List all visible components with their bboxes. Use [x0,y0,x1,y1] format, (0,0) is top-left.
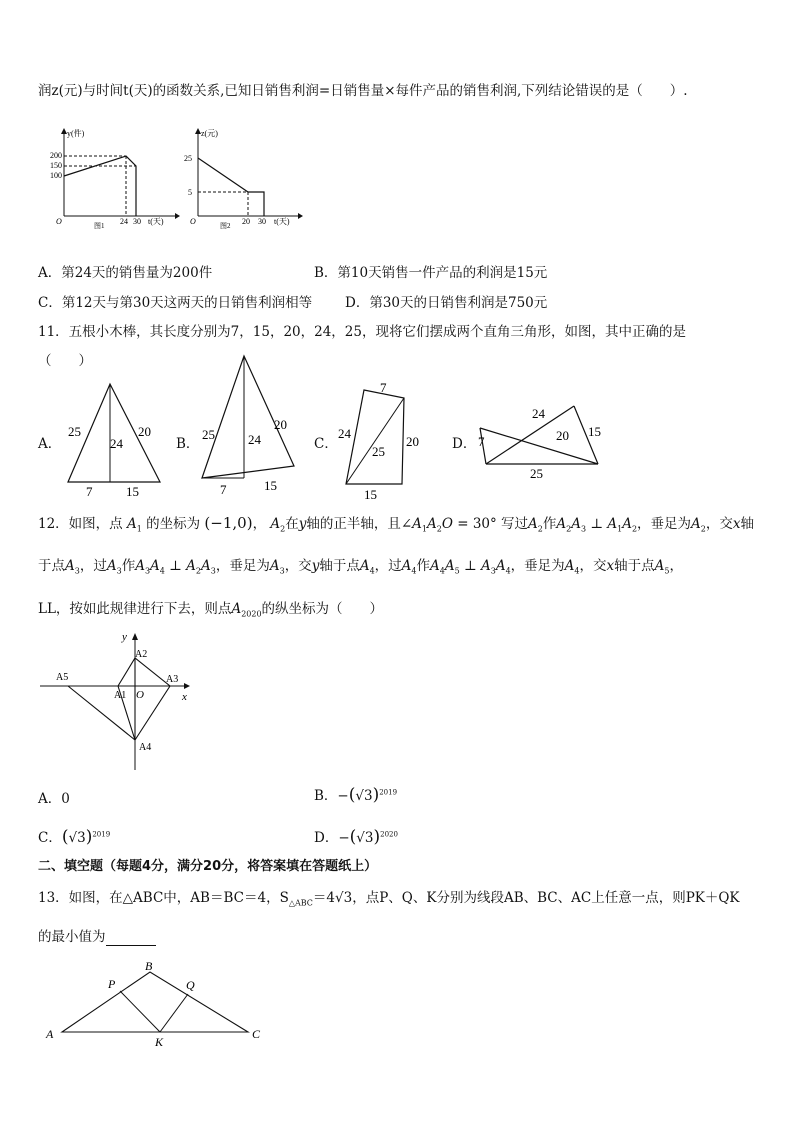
graph1-tick-200: 200 [50,151,62,160]
q12-line-1: 12．如图，点 $A_1$ 的坐标为 (−1,0)， $A_2$在y轴的正半轴，且$\angle A_1A_2O = 30^\circ$ 写过$A_2$作$A_2A_3$ ⊥ $A_1A_2$，垂足为$A_2$，交x轴 [38,514,755,534]
figd-right: 15 [588,424,601,439]
q12-option-b: B．$-(√3)^{2019}$ [314,785,398,805]
figb-left: 25 [202,427,215,442]
q10-option-d: D．第30天的日销售利润是750元 [345,295,548,311]
q13-label-a: A [46,1027,54,1041]
graph2-tick-30: 30 [258,217,266,226]
q11-stem: 11．五根小木棒，其长度分别为7，15，20，24，25，现将它们摆成两个直角三角形，如图，其中正确的是 [38,324,686,340]
q11-letter-a: A． [38,436,62,452]
q11-letter-b: B． [176,436,200,452]
q11-letter-c: C． [314,436,338,452]
q11-figure-c [334,380,430,502]
section-2-heading: 二、填空题（每题4分，满分20分，将答案填在答题纸上） [38,859,378,874]
q13-label-p: P [108,977,116,991]
q11-figure-b [196,354,306,500]
figc-diag: 25 [372,444,385,459]
q11-figure-a [60,382,170,500]
q12-figure [38,630,198,775]
graph2-tick-5: 5 [188,188,192,197]
figa-right: 20 [138,424,151,439]
q10-graph2 [180,128,305,228]
figd-left: 7 [478,434,485,449]
q11-figure-d [474,400,614,482]
graph1-ylabel: y(件) [67,129,85,138]
graph2-tick-20: 20 [242,217,250,226]
q13-line-2: 的最小值为 [38,928,156,946]
figa-mid: 24 [110,436,123,451]
q10-option-a: A．第24天的销售量为200件 [38,265,213,281]
q12-line-2: 于点$A_3$，过$A_3$作$A_3A_4$ ⊥ $A_2A_3$，垂足为$A_3$，交y轴于点$A_4$，过$A_4$作$A_4A_5$ ⊥ $A_3A_4$，垂足为$A_4$，交x轴于点$A_5$， [38,558,683,576]
q12-option-a: A．0 [38,791,70,807]
q12-a1-label: A1 [114,690,127,701]
q10-option-b: B．第10天销售一件产品的利润是15元 [314,265,548,281]
figc-bottom: 15 [364,487,377,502]
q12-a5-label: A5 [56,672,69,683]
q12-a2-label: A2 [135,649,148,660]
figc-right: 20 [406,434,419,449]
q13-answer-blank[interactable] [106,931,156,946]
figa-br: 15 [126,484,139,499]
figd-top: 24 [532,406,545,421]
q13-label-k: K [155,1035,164,1049]
q10-graph1 [50,128,180,228]
graph2-xlabel: t(天) [274,217,290,226]
graph2-origin: O [190,217,196,226]
graph1-tick-100: 100 [50,171,62,180]
q11-letter-d: D． [452,436,477,452]
q13-label-q: Q [186,978,195,992]
figb-bl: 7 [220,482,227,497]
graph1-tick-30: 30 [133,217,141,226]
figc-top: 7 [380,380,387,395]
q12-option-c: C．$(√3)^{2019}$ [38,827,111,847]
figc-left: 24 [338,426,351,441]
figd-bottom: 25 [530,466,543,481]
graph1-tick-150: 150 [50,161,62,170]
figd-mid: 20 [556,428,569,443]
q10-option-c: C．第12天与第30天这两天的日销售利润相等 [38,295,313,311]
graph1-origin: O [56,217,62,226]
graph1-caption: 图1 [94,222,105,230]
q12-a3-label: A3 [166,674,179,685]
figa-left: 25 [68,424,81,439]
figb-right: 20 [274,417,287,432]
q11-paren: （ ） [38,353,92,369]
graph2-tick-25: 25 [184,154,192,163]
q10-stem-tail: 润z(元)与时间t(天)的函数关系,已知日销售利润=日销售量×每件产品的销售利润,下列结论错误的是（ ）. [38,83,688,99]
q13-label-b: B [145,959,153,973]
graph2-ylabel: z(元) [201,129,218,138]
q12-a4-label: A4 [139,742,152,753]
q12-origin-label: O [136,689,144,701]
figa-bl: 7 [86,484,93,499]
q12-line-3: LL，按如此规律进行下去，则点$A_{2020}$的纵坐标为（ ） [38,601,384,619]
q13-stem: 13．如图，在△ABC中，AB＝BC＝4，$S_{\triangle ABC}=4√3$，点P、Q、K分别为线段AB、BC、AC上任意一点，则PK＋QK [38,890,740,908]
q12-option-d: D．$-(√3)^{2020}$ [314,827,398,847]
graph1-xlabel: t(天) [148,217,164,226]
q13-label-c: C [252,1027,261,1041]
graph1-tick-24: 24 [120,217,128,226]
q12-y-label: y [122,631,127,643]
figb-mid: 24 [248,432,261,447]
figb-br: 15 [264,478,277,493]
graph2-caption: 图2 [220,222,231,230]
q13-figure [40,956,272,1048]
q12-x-label: x [182,691,187,703]
